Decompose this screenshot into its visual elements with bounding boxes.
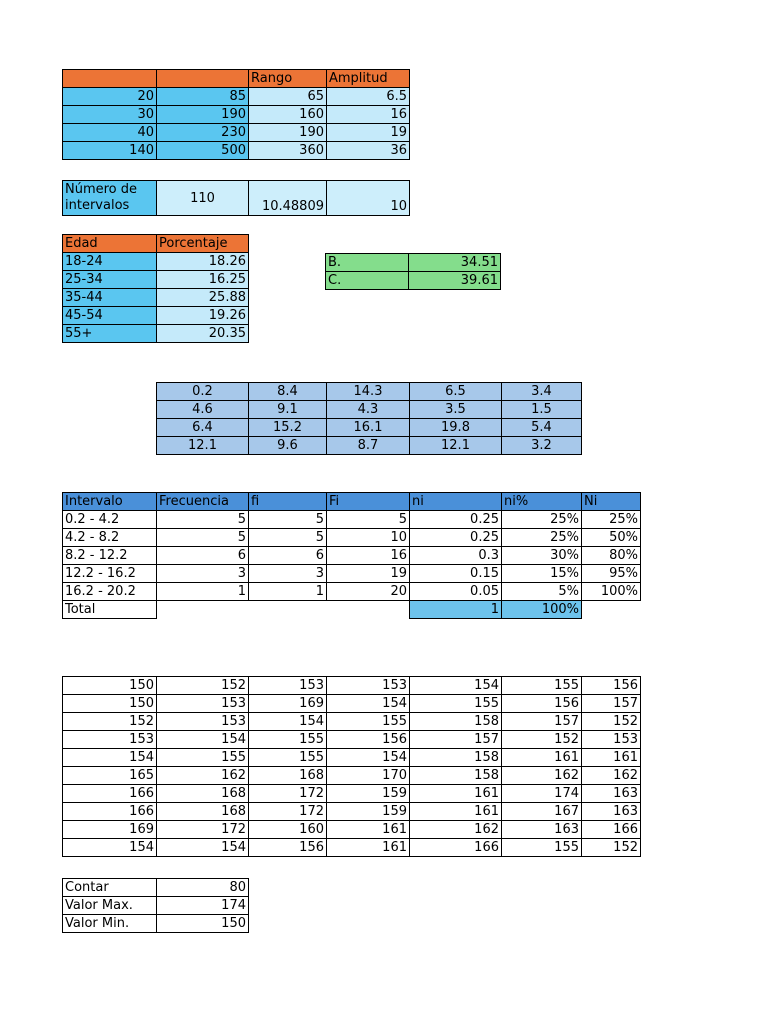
header-cell-rango[interactable]: Rango <box>249 70 327 88</box>
cell[interactable]: 9.6 <box>249 437 327 455</box>
stat-value-max[interactable]: 174 <box>157 897 249 915</box>
table-row <box>63 677 641 695</box>
cell[interactable]: 158 <box>410 767 502 785</box>
cell[interactable]: 20 <box>327 583 410 601</box>
cell[interactable]: B. <box>326 254 409 272</box>
cell[interactable]: 161 <box>410 803 502 821</box>
cell[interactable]: 152 <box>63 713 157 731</box>
cell[interactable]: 150 <box>63 695 157 713</box>
cell[interactable]: 19 <box>327 124 410 142</box>
cell[interactable]: 50% <box>582 529 641 547</box>
cell[interactable]: 5 <box>249 529 327 547</box>
cell[interactable]: 161 <box>502 749 582 767</box>
values-grid-body <box>63 677 641 857</box>
cell[interactable]: 8.7 <box>327 437 410 455</box>
cell[interactable]: 34.51 <box>409 254 501 272</box>
table-row <box>63 879 249 897</box>
cell[interactable]: 1 <box>249 583 327 601</box>
cell[interactable]: 169 <box>63 821 157 839</box>
cell[interactable]: 16.2 - 20.2 <box>63 583 157 601</box>
cell[interactable]: 19.26 <box>157 307 249 325</box>
cell[interactable]: 10 <box>327 529 410 547</box>
cell[interactable]: 0.25 <box>410 511 502 529</box>
frequency-table-header <box>63 493 641 511</box>
cell[interactable]: 153 <box>249 677 327 695</box>
cell[interactable]: 155 <box>502 839 582 857</box>
cell[interactable]: 163 <box>582 785 641 803</box>
cell[interactable]: 39.61 <box>409 272 501 290</box>
cell[interactable]: 166 <box>63 785 157 803</box>
cell[interactable]: 18-24 <box>63 253 157 271</box>
stat-label-max[interactable]: Valor Max. <box>63 897 157 915</box>
table-row <box>63 106 410 124</box>
cell[interactable]: 25% <box>502 529 582 547</box>
header-cell-amplitud[interactable]: Amplitud <box>327 70 410 88</box>
table-row <box>63 785 641 803</box>
cell[interactable]: 20.35 <box>157 325 249 343</box>
cell[interactable]: 6 <box>249 547 327 565</box>
cell[interactable]: 155 <box>327 713 410 731</box>
cell[interactable]: 55+ <box>63 325 157 343</box>
cell[interactable]: 0.2 <box>157 383 249 401</box>
cell[interactable]: 3 <box>157 565 249 583</box>
cell[interactable]: 85 <box>157 88 249 106</box>
total-ni-pct-cell[interactable]: 100% <box>502 601 582 619</box>
cell[interactable]: 5 <box>249 511 327 529</box>
total-ni-cell[interactable]: 1 <box>410 601 502 619</box>
cell[interactable]: 18.26 <box>157 253 249 271</box>
cell[interactable]: 0.25 <box>410 529 502 547</box>
cell[interactable]: 154 <box>249 713 327 731</box>
cell[interactable]: C. <box>326 272 409 290</box>
cell[interactable]: 0.05 <box>410 583 502 601</box>
cell[interactable]: 161 <box>327 839 410 857</box>
total-row <box>63 601 641 619</box>
table-row <box>63 821 641 839</box>
header-cell-Fi[interactable]: Fi <box>327 493 410 511</box>
cell[interactable]: 160 <box>249 106 327 124</box>
cell[interactable]: 157 <box>582 695 641 713</box>
cell[interactable]: 155 <box>502 677 582 695</box>
cell[interactable]: 165 <box>63 767 157 785</box>
cell[interactable]: 45-54 <box>63 307 157 325</box>
cell[interactable]: 3.2 <box>502 437 582 455</box>
cell[interactable]: 6.5 <box>410 383 502 401</box>
cell[interactable]: 161 <box>327 821 410 839</box>
table-row <box>63 181 410 216</box>
cell[interactable]: 8.4 <box>249 383 327 401</box>
empty-cell <box>327 601 410 619</box>
cell[interactable]: 16 <box>327 106 410 124</box>
cell[interactable]: 36 <box>327 142 410 160</box>
header-cell-fi[interactable]: fi <box>249 493 327 511</box>
cell[interactable]: 163 <box>502 821 582 839</box>
stat-label-min[interactable]: Valor Min. <box>63 915 157 933</box>
cell[interactable]: 30 <box>63 106 157 124</box>
cell[interactable]: 190 <box>157 106 249 124</box>
cell[interactable]: 5.4 <box>502 419 582 437</box>
table-row <box>157 437 582 455</box>
cell[interactable]: 0.15 <box>410 565 502 583</box>
cell[interactable]: 152 <box>582 839 641 857</box>
stat-label-contar[interactable]: Contar <box>63 879 157 897</box>
cell[interactable]: 95% <box>582 565 641 583</box>
cell[interactable]: 155 <box>410 695 502 713</box>
cell[interactable]: 16.1 <box>327 419 410 437</box>
cell[interactable]: 360 <box>249 142 327 160</box>
table-row <box>63 803 641 821</box>
cell[interactable]: 65 <box>249 88 327 106</box>
cell[interactable]: 80% <box>582 547 641 565</box>
cell[interactable]: 155 <box>157 749 249 767</box>
table-row <box>63 142 410 160</box>
cell[interactable]: 167 <box>502 803 582 821</box>
cell[interactable]: 3.5 <box>410 401 502 419</box>
cell[interactable]: 152 <box>157 677 249 695</box>
intervals-value-cell[interactable]: 110 <box>157 181 249 216</box>
cell[interactable]: 25% <box>582 511 641 529</box>
table-row <box>63 839 641 857</box>
cell[interactable]: 25% <box>502 511 582 529</box>
cell[interactable]: 162 <box>157 767 249 785</box>
cell[interactable]: 5 <box>157 511 249 529</box>
green-table <box>325 253 501 290</box>
cell[interactable]: 166 <box>410 839 502 857</box>
cell[interactable]: 174 <box>502 785 582 803</box>
cell[interactable]: 16.25 <box>157 271 249 289</box>
cell[interactable]: 5 <box>327 511 410 529</box>
cell[interactable]: 163 <box>582 803 641 821</box>
cell[interactable]: 154 <box>327 695 410 713</box>
table-row <box>63 529 641 547</box>
range-table <box>62 69 410 160</box>
cell[interactable]: 160 <box>249 821 327 839</box>
table-row <box>63 289 249 307</box>
table-row <box>63 253 249 271</box>
header-cell-ni-pct[interactable]: ni% <box>502 493 582 511</box>
table-row <box>63 731 641 749</box>
cell[interactable]: 25-34 <box>63 271 157 289</box>
cell[interactable]: 172 <box>249 803 327 821</box>
cell[interactable]: 16 <box>327 547 410 565</box>
empty-cell <box>157 601 249 619</box>
cell[interactable]: 19 <box>327 565 410 583</box>
cell[interactable]: 40 <box>63 124 157 142</box>
cell[interactable]: 157 <box>502 713 582 731</box>
cell[interactable]: 5 <box>157 529 249 547</box>
cell[interactable]: 230 <box>157 124 249 142</box>
cell[interactable]: 161 <box>410 785 502 803</box>
cell[interactable]: 168 <box>157 803 249 821</box>
empty-cell <box>249 601 327 619</box>
cell[interactable]: 153 <box>63 731 157 749</box>
empty-cell <box>582 601 641 619</box>
cell[interactable]: 153 <box>582 731 641 749</box>
header-cell-intervalo[interactable]: Intervalo <box>63 493 157 511</box>
table-row <box>63 897 249 915</box>
cell[interactable]: 15% <box>502 565 582 583</box>
cell[interactable]: 190 <box>249 124 327 142</box>
intervals-label-line2: intervalos <box>65 198 130 213</box>
cell[interactable]: 152 <box>502 731 582 749</box>
cell[interactable]: 156 <box>582 677 641 695</box>
table-row <box>63 124 410 142</box>
cell[interactable]: 155 <box>249 749 327 767</box>
cell[interactable]: 172 <box>249 785 327 803</box>
values-grid <box>62 676 641 857</box>
cell[interactable]: 4.6 <box>157 401 249 419</box>
cell[interactable]: 170 <box>327 767 410 785</box>
header-cell-frecuencia[interactable]: Frecuencia <box>157 493 249 511</box>
cell[interactable]: 25.88 <box>157 289 249 307</box>
cell[interactable]: 166 <box>63 803 157 821</box>
cell[interactable]: 166 <box>582 821 641 839</box>
cell[interactable]: 12.2 - 16.2 <box>63 565 157 583</box>
table-row <box>63 695 641 713</box>
stat-value-min[interactable]: 150 <box>157 915 249 933</box>
table-row <box>63 749 641 767</box>
cell[interactable]: 159 <box>327 803 410 821</box>
cell[interactable]: 3.4 <box>502 383 582 401</box>
cell[interactable]: 157 <box>410 731 502 749</box>
cell[interactable]: 172 <box>157 821 249 839</box>
cell[interactable]: 154 <box>410 677 502 695</box>
cell[interactable]: 12.1 <box>157 437 249 455</box>
cell[interactable]: 156 <box>327 731 410 749</box>
cell[interactable]: 3 <box>249 565 327 583</box>
cell[interactable]: 168 <box>249 767 327 785</box>
cell[interactable]: 169 <box>249 695 327 713</box>
table-row <box>63 583 641 601</box>
cell[interactable]: 0.2 - 4.2 <box>63 511 157 529</box>
cell[interactable]: 158 <box>410 713 502 731</box>
cell[interactable]: 153 <box>157 695 249 713</box>
cell[interactable]: 1 <box>157 583 249 601</box>
cell[interactable]: 162 <box>410 821 502 839</box>
table-row <box>63 915 249 933</box>
intervals-result-cell[interactable]: 10 <box>327 181 410 216</box>
header-cell-porcentaje[interactable]: Porcentaje <box>157 235 249 253</box>
table-row <box>63 307 249 325</box>
cell[interactable]: 14.3 <box>327 383 410 401</box>
cell[interactable]: 154 <box>157 839 249 857</box>
cell[interactable]: 153 <box>157 713 249 731</box>
frequency-table <box>62 492 641 619</box>
cell[interactable]: 6 <box>157 547 249 565</box>
cell[interactable]: 15.2 <box>249 419 327 437</box>
cell[interactable]: 158 <box>410 749 502 767</box>
table-row <box>63 547 641 565</box>
cell[interactable]: 152 <box>582 713 641 731</box>
cell[interactable]: 154 <box>327 749 410 767</box>
cell[interactable]: 150 <box>63 677 157 695</box>
cell[interactable]: 1.5 <box>502 401 582 419</box>
cell[interactable]: 156 <box>502 695 582 713</box>
cell[interactable]: 6.5 <box>327 88 410 106</box>
cell[interactable]: 19.8 <box>410 419 502 437</box>
cell[interactable]: 156 <box>249 839 327 857</box>
cell[interactable]: 159 <box>327 785 410 803</box>
cell[interactable]: 4.2 - 8.2 <box>63 529 157 547</box>
header-cell-edad[interactable]: Edad <box>63 235 157 253</box>
cell[interactable]: 154 <box>63 839 157 857</box>
cell[interactable]: 161 <box>582 749 641 767</box>
cell[interactable]: 500 <box>157 142 249 160</box>
table-row <box>63 713 641 731</box>
header-cell-ni[interactable]: ni <box>410 493 502 511</box>
table-row <box>157 419 582 437</box>
cell[interactable]: 155 <box>249 731 327 749</box>
intervals-label-cell[interactable] <box>63 181 157 216</box>
cell[interactable]: 9.1 <box>249 401 327 419</box>
table-row <box>63 325 249 343</box>
data-grid <box>156 382 582 455</box>
table-row <box>326 272 501 290</box>
table-row <box>157 383 582 401</box>
table-row <box>63 767 641 785</box>
cell[interactable]: 5% <box>502 583 582 601</box>
total-label-cell[interactable]: Total <box>63 601 157 619</box>
range-table-header <box>63 70 410 88</box>
cell[interactable]: 8.2 - 12.2 <box>63 547 157 565</box>
intervals-label-line1: Número de <box>65 182 138 197</box>
stats-table <box>62 878 249 933</box>
cell[interactable]: 162 <box>582 767 641 785</box>
header-cell-Ni[interactable]: Ni <box>582 493 641 511</box>
cell[interactable]: 0.3 <box>410 547 502 565</box>
cell[interactable]: 6.4 <box>157 419 249 437</box>
header-cell[interactable] <box>63 70 157 88</box>
age-table-header <box>63 235 249 253</box>
header-cell[interactable] <box>157 70 249 88</box>
cell[interactable]: 4.3 <box>327 401 410 419</box>
cell[interactable]: 154 <box>157 731 249 749</box>
cell[interactable]: 140 <box>63 142 157 160</box>
cell[interactable]: 162 <box>502 767 582 785</box>
cell[interactable]: 20 <box>63 88 157 106</box>
table-row <box>63 88 410 106</box>
cell[interactable]: 100% <box>582 583 641 601</box>
age-table <box>62 234 249 343</box>
stat-value-contar[interactable]: 80 <box>157 879 249 897</box>
cell[interactable]: 12.1 <box>410 437 502 455</box>
intervals-table <box>62 180 410 216</box>
cell[interactable]: 153 <box>327 677 410 695</box>
cell[interactable]: 154 <box>63 749 157 767</box>
cell[interactable]: 35-44 <box>63 289 157 307</box>
table-row <box>63 271 249 289</box>
table-row <box>63 565 641 583</box>
cell[interactable]: 30% <box>502 547 582 565</box>
table-row <box>157 401 582 419</box>
table-row <box>326 254 501 272</box>
intervals-sqrt-cell[interactable]: 10.48809 <box>249 181 327 216</box>
cell[interactable]: 168 <box>157 785 249 803</box>
table-row <box>63 511 641 529</box>
